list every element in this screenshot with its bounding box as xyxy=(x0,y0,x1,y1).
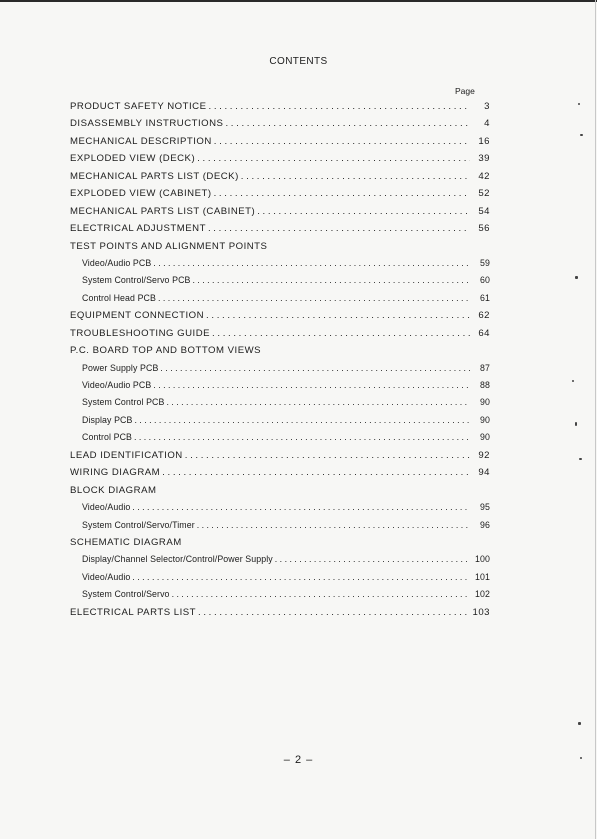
toc-entry-page: 16 xyxy=(478,135,490,147)
toc-entry-page: 4 xyxy=(484,118,490,130)
toc-entry xyxy=(70,223,490,240)
dot-leader xyxy=(153,380,470,390)
toc-entry-label: PRODUCT SAFETY NOTICE xyxy=(70,101,207,112)
toc-entry-label: EXPLODED VIEW (DECK) xyxy=(70,153,196,165)
toc-entry-label: LEAD IDENTIFICATION xyxy=(70,449,183,461)
toc-entry xyxy=(70,136,490,153)
dot-leader xyxy=(153,258,470,268)
toc-entry-label: Display/Channel Selector/Control/Power Supply xyxy=(82,554,273,565)
toc-entry-page: 90 xyxy=(480,397,490,408)
toc-entry-label: Control Head PCB xyxy=(82,292,156,303)
toc-entry-page: 95 xyxy=(480,502,490,513)
dot-leader xyxy=(208,101,470,112)
toc-subentry xyxy=(70,363,490,380)
toc-entry-page: 90 xyxy=(480,432,490,443)
dot-leader xyxy=(197,153,470,164)
toc-entry-page: 88 xyxy=(480,380,490,390)
dot-leader xyxy=(198,607,470,618)
toc-entry xyxy=(70,345,490,362)
toc-entry xyxy=(70,153,490,170)
scan-speck xyxy=(578,103,580,105)
toc-entry-label: SCHEMATIC DIAGRAM xyxy=(70,536,182,548)
dot-leader xyxy=(275,554,470,564)
toc-entry-label: TROUBLESHOOTING GUIDE xyxy=(70,327,211,339)
toc-subentry xyxy=(70,293,490,310)
toc-entry-label: MECHANICAL PARTS LIST (CABINET) xyxy=(70,205,256,217)
toc-entry-label: Video/Audio xyxy=(82,502,131,513)
dot-leader xyxy=(162,467,470,478)
scan-speck xyxy=(580,757,582,759)
toc-subentry xyxy=(70,415,490,432)
toc-entry xyxy=(70,118,490,135)
toc-entry-label: System Control PCB xyxy=(82,397,165,408)
dot-leader xyxy=(185,450,470,461)
toc-entry xyxy=(70,171,490,188)
toc-entry-page: 61 xyxy=(480,292,490,303)
toc-entry-label: MECHANICAL PARTS LIST (DECK) xyxy=(70,170,239,182)
dot-leader xyxy=(212,328,470,339)
toc-entry-page: 100 xyxy=(475,554,490,565)
dot-leader xyxy=(172,589,470,599)
toc-entry xyxy=(70,188,490,205)
toc-entry-page: 59 xyxy=(480,257,490,268)
toc-entry-label: TEST POINTS AND ALIGNMENT POINTS xyxy=(70,240,268,252)
toc-subentry xyxy=(70,520,490,537)
toc-entry-page: 52 xyxy=(478,188,490,200)
dot-leader xyxy=(206,310,470,321)
toc-entry-label: System Control/Servo xyxy=(82,589,170,600)
toc-entry-page: 87 xyxy=(480,362,490,373)
toc-entry-label: EQUIPMENT CONNECTION xyxy=(70,310,205,322)
top-border xyxy=(0,0,597,2)
dot-leader xyxy=(193,275,471,285)
toc-subentry xyxy=(70,502,490,519)
toc-entry xyxy=(70,607,490,624)
toc-entry-label: ELECTRICAL PARTS LIST xyxy=(70,606,197,618)
toc-entry xyxy=(70,450,490,467)
toc-entry xyxy=(70,101,490,118)
toc-entry xyxy=(70,485,490,502)
toc-entry-page: 94 xyxy=(478,467,490,479)
toc-entry-label: Video/Audio PCB xyxy=(82,257,152,268)
scan-speck xyxy=(578,722,581,725)
toc-entry xyxy=(70,537,490,554)
toc-entry-label: WIRING DIAGRAM xyxy=(70,467,161,479)
page-title: CONTENTS xyxy=(269,56,328,67)
toc-subentry xyxy=(70,380,490,397)
toc-entry-page: 103 xyxy=(472,606,490,618)
scan-speck xyxy=(579,458,582,460)
scan-speck xyxy=(580,134,583,136)
toc-subentry xyxy=(70,572,490,589)
right-edge xyxy=(595,0,596,839)
dot-leader xyxy=(166,397,470,407)
toc-entry-label: ELECTRICAL ADJUSTMENT xyxy=(70,223,206,235)
toc-entry-label: Power Supply PCB xyxy=(82,362,159,373)
toc-entry-label: System Control/Servo/Timer xyxy=(82,519,195,530)
toc-entry-page: 102 xyxy=(475,589,490,600)
toc-entry-label: DISASSEMBLY INSTRUCTIONS xyxy=(70,118,224,130)
toc-entry-label: P.C. BOARD TOP AND BOTTOM VIEWS xyxy=(70,345,262,357)
scan-speck xyxy=(575,422,577,426)
toc-entry xyxy=(70,328,490,345)
dot-leader xyxy=(225,118,470,129)
toc-entry-label: Video/Audio xyxy=(82,571,131,582)
toc-entry-label: BLOCK DIAGRAM xyxy=(70,484,157,496)
scan-speck xyxy=(575,276,578,279)
page-column-heading: Page xyxy=(455,86,475,96)
dot-leader xyxy=(214,188,470,199)
toc-entry-page: 101 xyxy=(475,571,490,582)
toc-entry-label: Display PCB xyxy=(82,414,133,425)
dot-leader xyxy=(208,223,470,234)
dot-leader xyxy=(132,572,470,582)
toc-entry-page: 62 xyxy=(478,310,490,322)
page-number: – 2 – xyxy=(283,754,314,766)
toc-subentry xyxy=(70,397,490,414)
dot-leader xyxy=(241,171,470,182)
dot-leader xyxy=(160,363,470,373)
toc-entry-page: 60 xyxy=(480,275,490,286)
toc-entry xyxy=(70,467,490,484)
dot-leader xyxy=(158,293,470,303)
toc-entry xyxy=(70,206,490,223)
dot-leader xyxy=(134,415,470,425)
dot-leader xyxy=(197,520,470,530)
toc-subentry xyxy=(70,432,490,449)
dot-leader xyxy=(134,432,470,442)
toc-entry-page: 64 xyxy=(478,327,490,339)
toc-entry-page: 90 xyxy=(480,414,490,425)
toc-entry-page: 56 xyxy=(478,223,490,235)
toc-entry-label: MECHANICAL DESCRIPTION xyxy=(70,135,212,147)
toc-subentry xyxy=(70,589,490,606)
toc-subentry xyxy=(70,275,490,292)
dot-leader xyxy=(214,136,470,147)
toc-entry-page: 3 xyxy=(484,101,490,112)
table-of-contents xyxy=(70,101,490,624)
toc-entry-label: EXPLODED VIEW (CABINET) xyxy=(70,188,212,200)
scan-speck xyxy=(572,380,574,382)
toc-entry-page: 92 xyxy=(478,449,490,461)
toc-entry xyxy=(70,310,490,327)
toc-entry-page: 96 xyxy=(480,519,490,530)
toc-entry-page: 42 xyxy=(478,170,490,182)
toc-subentry xyxy=(70,258,490,275)
dot-leader xyxy=(132,502,470,512)
toc-entry-label: Control PCB xyxy=(82,432,132,443)
dot-leader xyxy=(257,206,470,217)
toc-entry-label: System Control/Servo PCB xyxy=(82,275,191,286)
toc-subentry xyxy=(70,554,490,571)
toc-entry-page: 54 xyxy=(478,205,490,217)
toc-entry-label: Video/Audio PCB xyxy=(82,380,152,390)
toc-entry xyxy=(70,241,490,258)
toc-entry-page: 39 xyxy=(478,153,490,165)
